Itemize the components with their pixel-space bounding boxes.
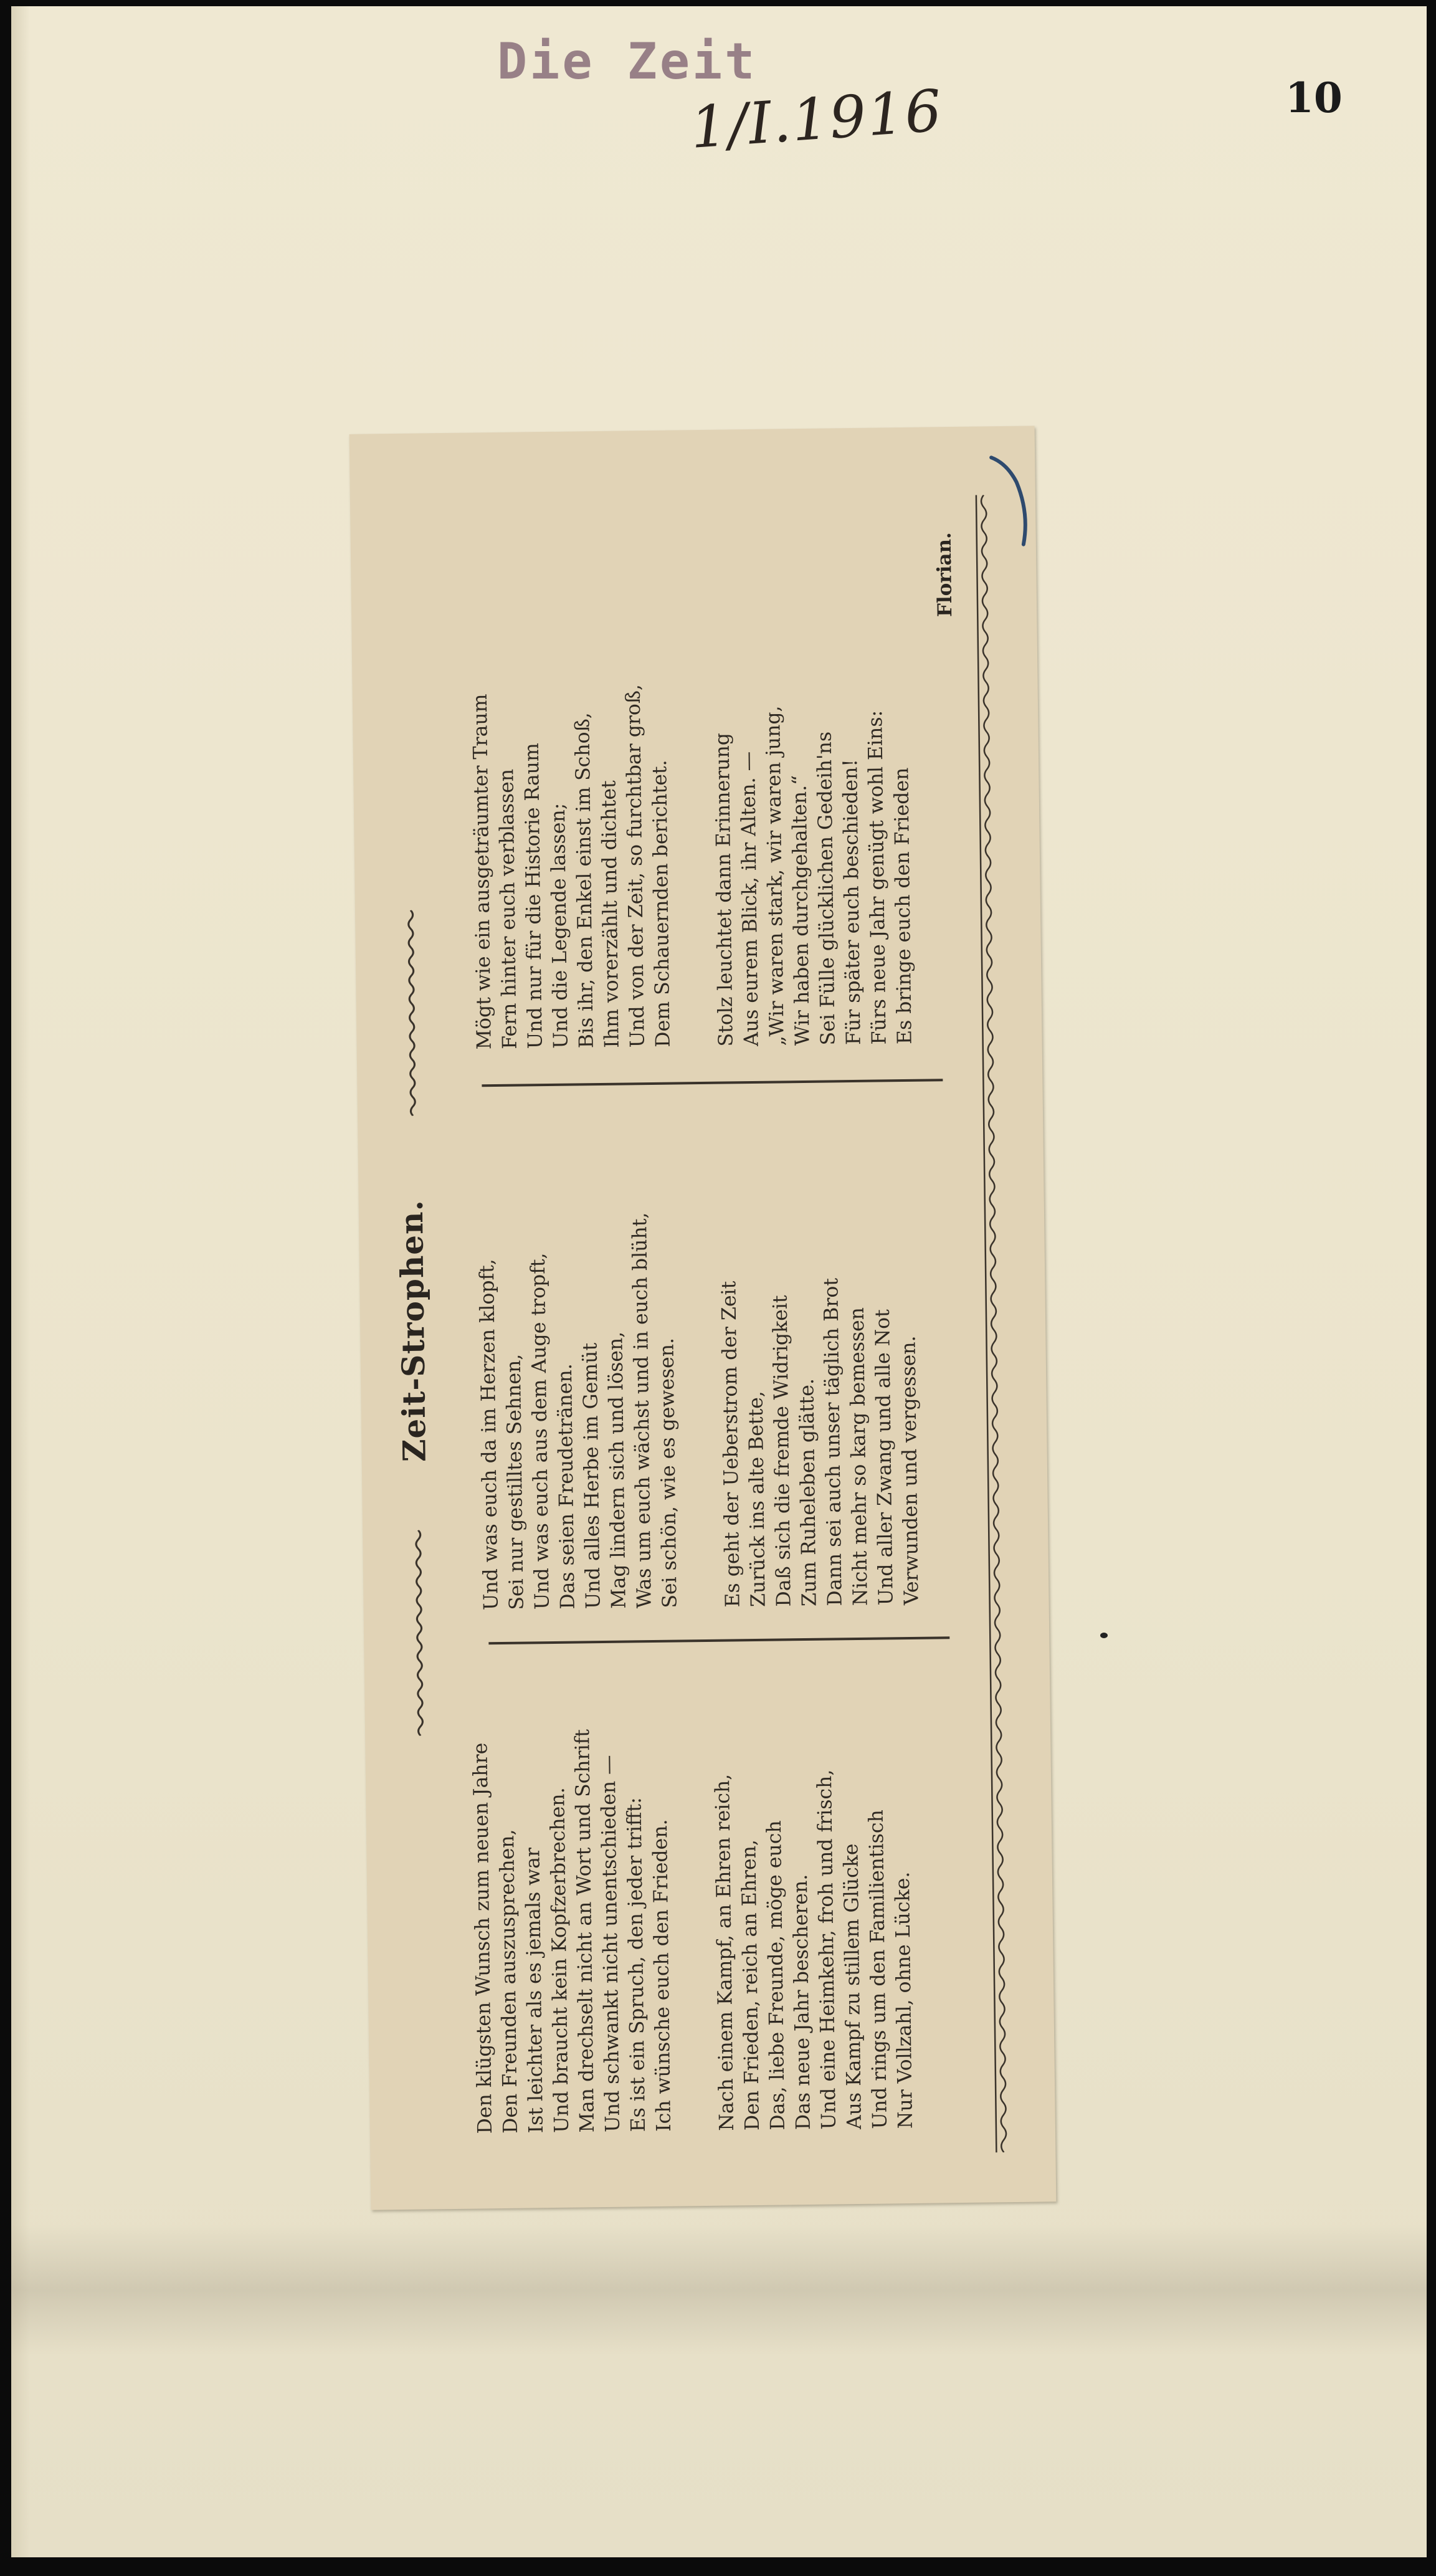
newspaper-clipping (349, 426, 1057, 2210)
poem-line: Und rings um den Familientisch (865, 1810, 892, 2129)
poem-line: Das, liebe Freunde, möge euch (763, 1820, 789, 2130)
stanza-gap (672, 1728, 715, 2132)
newspaper-stamp: Die Zeit (497, 32, 758, 90)
poem-line: Es geht der Ueberstrom der Zeit (718, 1281, 744, 1608)
poem-line: Sei Fülle glücklichen Gedeih'ns (813, 731, 840, 1046)
poem-line: Für später euch beschieden! (839, 758, 865, 1046)
poem-line: Daß sich die fremde Widrigkeit (769, 1295, 796, 1607)
poem-line: Bis ihr, den Enkel einst im Schoß, (571, 712, 598, 1049)
poem-line: Mögt wie ein ausgeträumter Traum (468, 694, 496, 1050)
poem-line: Es bringe euch den Frieden (890, 767, 916, 1045)
headline-ornament-left (414, 1530, 425, 1736)
poem-line: Nicht mehr so karg bemessen (845, 1307, 872, 1606)
poem-line: Ihm vorerzählt und dichtet (597, 780, 624, 1048)
clipping-content (349, 426, 1057, 2210)
handwritten-date: 1/I.1916 (688, 77, 945, 162)
poem-line: Und braucht kein Kopfzerbrechen. (546, 1787, 573, 2134)
poem-line: Den Freunden auszusprechen, (496, 1829, 522, 2134)
author-signature: Florian. (933, 532, 957, 618)
headline-ornament-right (406, 910, 417, 1116)
poem-line: Aus Kampf zu stillem Glücke (840, 1843, 866, 2130)
poem-line: Nach einem Kampf, an Ehren reich, (711, 1773, 738, 2131)
poem-column-1 (468, 1725, 919, 2134)
poem-line: Fern hinter euch verblassen (495, 768, 521, 1049)
poem-line: Fürs neue Jahr genügt wohl Eins: (864, 710, 891, 1045)
stanza-gap (672, 684, 714, 1047)
poem-line: Sei schön, wie es gewesen. (655, 1337, 682, 1608)
poem-line: „Wir waren stark, wir waren jung, (762, 705, 789, 1046)
paper-speck (1100, 1633, 1108, 1638)
poem-line: Wir haben durchgehalten.“ (788, 775, 814, 1046)
poem-line: Man drechselt nicht an Wort und Schrift (571, 1729, 599, 2133)
stanza-gap (678, 1211, 721, 1608)
poem-line: Und von der Zeit, so furchtbar groß, (622, 684, 649, 1048)
pencil-mark (985, 451, 1036, 551)
poem-line: Dann sei auch unser täglich Brot (820, 1277, 847, 1606)
column-divider (488, 1636, 949, 1644)
poem-line: Das seien Freudetränen. (553, 1363, 579, 1610)
poem-line: Ist leichter als es jemals war (521, 1847, 548, 2134)
page-edge-shading (11, 6, 30, 2557)
poem-line: Und nur für die Historie Raum (520, 742, 547, 1049)
page-number: 10 (1285, 74, 1343, 122)
poem-line: Mag lindern sich und lösen, (604, 1331, 630, 1609)
archive-page (11, 6, 1427, 2557)
poem-line: Das neue Jahr bescheren. (789, 1874, 815, 2130)
poem-line: Den Frieden, reich an Ehren, (738, 1839, 764, 2131)
page-shadow-band (11, 2225, 1427, 2355)
poem-column-3 (468, 681, 918, 1050)
poem-line: Und alles Herbe im Gemüt (579, 1342, 605, 1610)
poem-line: Stolz leuchtet dann Erinnerung (711, 732, 738, 1047)
poem-line: Und was euch da im Herzen klopft, (475, 1258, 503, 1611)
poem-line: Und eine Heimkehr, froh und frisch, (813, 1769, 840, 2130)
poem-title: Zeit-Strophen. (392, 1199, 433, 1462)
poem-line: Und aller Zwang und alle Not (871, 1309, 898, 1606)
poem-line: Sei nur gestilltes Sehnen, (502, 1353, 528, 1610)
bottom-ornament-rule (970, 495, 1011, 2152)
poem-line: Was um euch wächst und in euch blüht, (628, 1212, 656, 1609)
poem-line: Zum Ruheleben glätte. (796, 1378, 821, 1607)
poem-line: Nur Vollzahl, ohne Lücke. (891, 1871, 917, 2129)
column-divider (482, 1079, 943, 1087)
poem-line: Es ist ein Spruch, den jeder trifft: (623, 1797, 650, 2132)
poem-line: Und die Legende lassen; (546, 803, 573, 1049)
poem-line: Aus eurem Blick, ihr Alten. — (736, 751, 763, 1047)
poem-line: Dem Schauernden berichtet. (649, 760, 675, 1047)
poem-line: Den klügsten Wunsch zum neuen Jahre (469, 1742, 497, 2134)
poem-line: Und schwankt nicht unentschieden — (597, 1755, 624, 2133)
poem-column-2 (474, 1209, 925, 1610)
poem-line: Und was euch aus dem Auge tropft, (526, 1252, 554, 1610)
poem-line: Ich wünsche euch den Frieden. (649, 1819, 675, 2132)
poem-line: Verwunden und vergessen. (897, 1335, 923, 1606)
poem-line: Zurück ins alte Bette, (744, 1391, 770, 1608)
